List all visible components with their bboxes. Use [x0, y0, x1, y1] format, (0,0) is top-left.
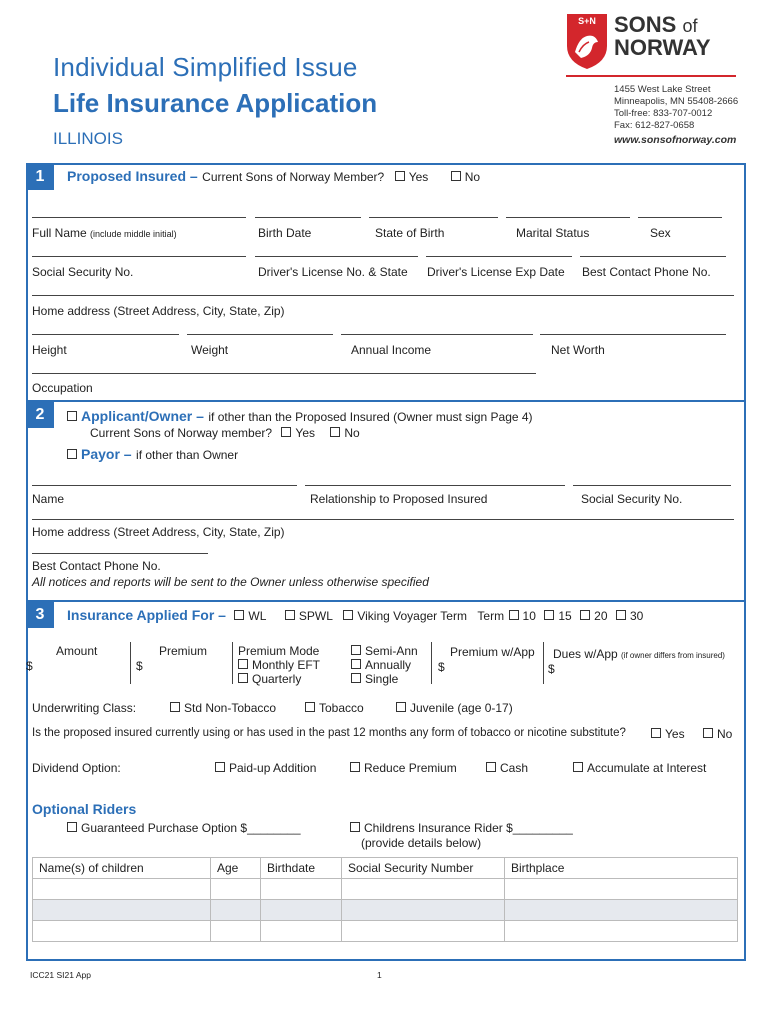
std-non-tobacco-option[interactable]: Std Non-Tobacco: [170, 701, 276, 715]
checkbox[interactable]: [170, 702, 180, 712]
full-name-label: Full Name (include middle initial): [32, 226, 177, 240]
table-cell[interactable]: [211, 900, 261, 921]
cash-option[interactable]: Cash: [486, 761, 528, 775]
divider: [543, 642, 544, 684]
page-number: 1: [377, 970, 382, 980]
premium-mode-group: [238, 644, 320, 686]
table-cell[interactable]: [505, 879, 738, 900]
birth-date-label: Birth Date: [258, 226, 312, 240]
col-name-header: Name(s) of children: [33, 858, 211, 879]
premium-mode-label: Premium Mode: [238, 644, 320, 658]
section1-header: [67, 168, 480, 186]
checkbox[interactable]: [651, 728, 661, 738]
sons-of-norway-shield-logo: [565, 12, 609, 70]
license-exp-field[interactable]: [426, 256, 572, 257]
sex-field[interactable]: [638, 217, 722, 218]
checkbox[interactable]: [616, 610, 626, 620]
full-name-note: (include middle initial): [90, 229, 177, 239]
marital-status-label: Marital Status: [516, 226, 590, 240]
checkbox[interactable]: [215, 762, 225, 772]
logo-initials: S+N: [578, 16, 596, 26]
checkbox[interactable]: [234, 610, 244, 620]
amount-label: Amount: [56, 644, 98, 658]
state-of-birth-label: State of Birth: [375, 226, 445, 240]
payor-heading: Payor –: [81, 446, 132, 462]
childrens-rider-option[interactable]: Childrens Insurance Rider $_________: [350, 821, 573, 835]
tobacco-no-option[interactable]: No: [703, 727, 732, 741]
viking-option[interactable]: Viking Voyager Term: [343, 609, 467, 623]
checkbox[interactable]: [350, 822, 360, 832]
premium-w-app-dollar[interactable]: $: [438, 660, 445, 674]
title-line-2: Life Insurance Application: [53, 88, 378, 118]
checkbox[interactable]: [351, 645, 361, 655]
member-question: Current Sons of Norway Member?: [202, 170, 385, 184]
ssn-label: Social Security No.: [32, 265, 134, 279]
checkbox[interactable]: [544, 610, 554, 620]
height-label: Height: [32, 343, 67, 357]
divider: [130, 642, 131, 684]
net-worth-label: Net Worth: [551, 343, 605, 357]
height-field[interactable]: [32, 334, 179, 335]
payor-note: if other than Owner: [136, 448, 239, 462]
birth-date-field[interactable]: [255, 217, 361, 218]
col-ssn-header: Social Security Number: [342, 858, 505, 879]
home-address-label: Home address (Street Address, City, State, Zip): [32, 304, 285, 318]
checkbox[interactable]: [350, 762, 360, 772]
logo-text: [614, 14, 711, 59]
checkbox[interactable]: [67, 822, 77, 832]
dues-note: (if owner differs from insured): [621, 651, 725, 660]
table-header-row: [33, 858, 738, 879]
form-id: ICC21 SI21 App: [30, 970, 91, 980]
yes-option[interactable]: Yes: [395, 170, 429, 184]
divider: [232, 642, 233, 684]
juvenile-option[interactable]: Juvenile (age 0-17): [396, 701, 513, 715]
section-number-3: 3: [26, 602, 54, 628]
table-cell[interactable]: [342, 921, 505, 942]
no-option[interactable]: No: [330, 426, 359, 440]
state-of-birth-field[interactable]: [369, 217, 498, 218]
table-cell[interactable]: [211, 879, 261, 900]
gpo-option[interactable]: Guaranteed Purchase Option $________: [67, 821, 301, 835]
relationship-field[interactable]: [305, 485, 565, 486]
term-15-option[interactable]: 15: [544, 609, 571, 623]
owner-phone-field[interactable]: [32, 553, 208, 554]
table-cell[interactable]: [211, 921, 261, 942]
owner-name-label: Name: [32, 492, 65, 506]
insurance-applied-row: [67, 607, 643, 625]
owner-member-question: Current Sons of Norway member?: [90, 426, 273, 440]
owner-address-label: Home address (Street Address, City, State, Zip): [32, 525, 285, 539]
address-line: 1455 West Lake Street: [614, 84, 711, 95]
table-cell[interactable]: [261, 900, 342, 921]
owner-member-row: [90, 426, 360, 440]
occupation-field[interactable]: [32, 373, 536, 374]
amount-dollar[interactable]: $: [26, 659, 33, 673]
accumulate-option[interactable]: Accumulate at Interest: [573, 761, 706, 775]
annual-income-label: Annual Income: [351, 343, 432, 357]
owner-phone-label: Best Contact Phone No.: [32, 559, 161, 573]
wl-option[interactable]: WL: [234, 609, 266, 623]
table-cell[interactable]: [33, 921, 211, 942]
license-exp-label: Driver's License Exp Date: [427, 265, 565, 279]
table-cell[interactable]: [342, 879, 505, 900]
owner-address-field[interactable]: [32, 519, 734, 520]
checkbox[interactable]: [573, 762, 583, 772]
logo-underline: [566, 75, 736, 77]
logo-of: of: [682, 16, 698, 36]
payor-row: [67, 446, 238, 464]
checkbox[interactable]: [238, 659, 248, 669]
checkbox[interactable]: [238, 673, 248, 683]
checkbox[interactable]: [580, 610, 590, 620]
yes-option[interactable]: Yes: [281, 426, 315, 440]
address-block: [614, 84, 738, 132]
relationship-label: Relationship to Proposed Insured: [310, 492, 488, 506]
table-row: [33, 921, 738, 942]
optional-riders-heading: Optional Riders: [32, 801, 137, 817]
state-label: ILLINOIS: [53, 129, 123, 148]
col-birthdate-header: Birthdate: [261, 858, 342, 879]
sex-label: Sex: [650, 226, 671, 240]
address-line: Toll-free: 833-707-0012: [614, 108, 713, 119]
tobacco-option[interactable]: Tobacco: [305, 701, 364, 715]
best-phone-label: Best Contact Phone No.: [582, 265, 711, 279]
title-line-1: Individual Simplified Issue: [53, 52, 358, 82]
quarterly-option[interactable]: Quarterly: [238, 672, 320, 686]
address-line: Minneapolis, MN 55408-2666: [614, 96, 739, 107]
weight-field[interactable]: [187, 334, 333, 335]
monthly-eft-option[interactable]: Monthly EFT: [238, 658, 320, 672]
drivers-license-field[interactable]: [255, 256, 418, 257]
table-cell[interactable]: [261, 921, 342, 942]
section-divider: [26, 600, 746, 602]
divider: [431, 642, 432, 684]
table-row: [33, 879, 738, 900]
table-cell[interactable]: [505, 900, 738, 921]
weight-label: Weight: [191, 343, 229, 357]
address-line: Fax: 612-827-0658: [614, 120, 695, 131]
dividend-option-label: Dividend Option:: [32, 761, 121, 775]
applicant-owner-note: if other than the Proposed Insured (Owner must sign Page 4): [208, 410, 533, 424]
applicant-owner-checkbox[interactable]: [67, 411, 77, 421]
annually-option[interactable]: Annually: [351, 658, 418, 672]
checkbox[interactable]: [509, 610, 519, 620]
table-cell[interactable]: [33, 900, 211, 921]
table-cell[interactable]: [342, 900, 505, 921]
single-option[interactable]: Single: [351, 672, 418, 686]
owner-ssn-field[interactable]: [573, 485, 731, 486]
logo-norway: NORWAY: [614, 35, 711, 60]
premium-w-app-label: Premium w/App: [450, 645, 535, 659]
col-birthplace-header: Birthplace: [505, 858, 738, 879]
marital-status-field[interactable]: [506, 217, 630, 218]
semi-ann-option[interactable]: Semi-Ann: [351, 644, 418, 658]
spwl-option[interactable]: SPWL: [285, 609, 333, 623]
dues-w-app-group: [553, 647, 725, 661]
owner-ssn-label: Social Security No.: [581, 492, 683, 506]
tobacco-question: Is the proposed insured currently using or has used in the past 12 months any form of tobacco or nicotine substitute?: [32, 727, 626, 739]
ssn-field[interactable]: [32, 256, 246, 257]
term-label: Term: [477, 609, 505, 623]
checkbox[interactable]: [343, 610, 353, 620]
reduce-premium-option[interactable]: Reduce Premium: [350, 761, 457, 775]
children-table: [32, 857, 738, 942]
table-row: [33, 900, 738, 921]
checkbox[interactable]: [486, 762, 496, 772]
full-name-field[interactable]: [32, 217, 246, 218]
checkbox[interactable]: [305, 702, 315, 712]
provide-details-note: (provide details below): [361, 836, 482, 850]
table-cell[interactable]: [261, 879, 342, 900]
term-10-option[interactable]: 10: [509, 609, 536, 623]
applicant-owner-row: [67, 408, 533, 426]
table-cell[interactable]: [33, 879, 211, 900]
checkbox[interactable]: [703, 728, 713, 738]
drivers-license-label: Driver's License No. & State: [258, 265, 408, 279]
section-number-1: 1: [26, 164, 54, 190]
dues-dollar[interactable]: $: [548, 662, 555, 676]
checkbox[interactable]: [281, 427, 291, 437]
checkbox[interactable]: [396, 702, 406, 712]
annual-income-field[interactable]: [341, 334, 533, 335]
applicant-owner-heading: Applicant/Owner –: [81, 408, 204, 424]
premium-mode-group-2: [351, 644, 418, 686]
checkbox[interactable]: [395, 171, 405, 181]
owner-notice: All notices and reports will be sent to the Owner unless otherwise specified: [32, 575, 429, 589]
term-30-option[interactable]: 30: [616, 609, 643, 623]
checkbox[interactable]: [285, 610, 295, 620]
term-20-option[interactable]: 20: [580, 609, 607, 623]
website: www.sonsofnorway.com: [614, 134, 737, 146]
tobacco-yes-option[interactable]: Yes: [651, 727, 685, 741]
best-phone-field[interactable]: [580, 256, 726, 257]
no-option[interactable]: No: [451, 170, 480, 184]
net-worth-field[interactable]: [540, 334, 726, 335]
premium-label: Premium: [159, 644, 208, 658]
logo-sons: SONS: [614, 12, 677, 37]
table-cell[interactable]: [505, 921, 738, 942]
checkbox[interactable]: [330, 427, 340, 437]
occupation-label: Occupation: [32, 381, 93, 395]
paid-up-option[interactable]: Paid-up Addition: [215, 761, 316, 775]
dues-w-app-label: Dues w/App: [553, 647, 618, 661]
section-divider: [26, 400, 746, 402]
insurance-applied-heading: Insurance Applied For –: [67, 607, 226, 623]
checkbox[interactable]: [351, 659, 361, 669]
payor-checkbox[interactable]: [67, 449, 77, 459]
section1-heading: Proposed Insured –: [67, 168, 198, 184]
premium-dollar[interactable]: $: [136, 659, 143, 673]
underwriting-class-label: Underwriting Class:: [32, 701, 137, 715]
col-age-header: Age: [211, 858, 261, 879]
section-number-2: 2: [26, 402, 54, 428]
checkbox[interactable]: [451, 171, 461, 181]
checkbox[interactable]: [351, 673, 361, 683]
owner-name-field[interactable]: [32, 485, 297, 486]
home-address-field[interactable]: [32, 295, 734, 296]
